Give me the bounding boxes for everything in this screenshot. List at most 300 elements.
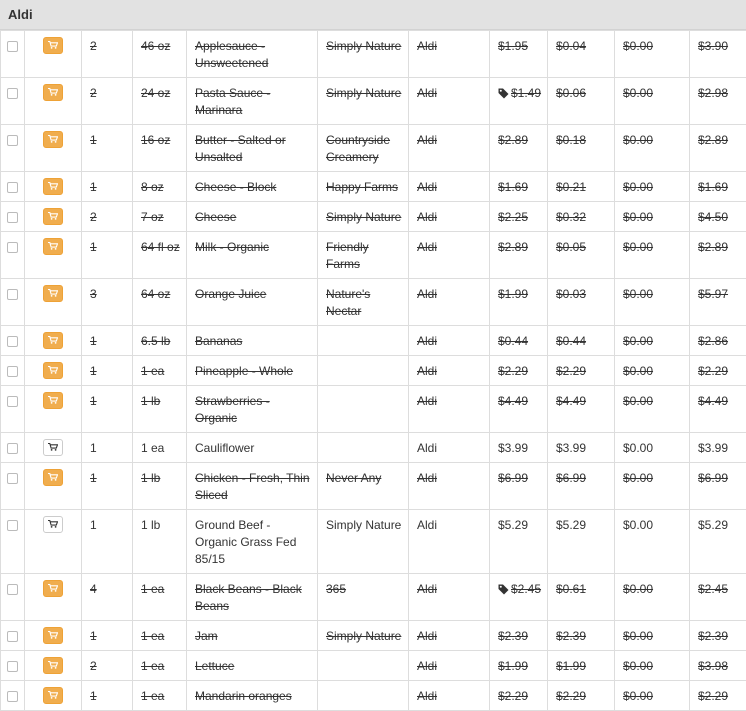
item-size: 1 ea	[141, 629, 164, 643]
item-qty: 2	[90, 210, 97, 224]
row-checkbox-cell	[1, 433, 25, 463]
item-price: $2.29	[498, 364, 528, 378]
cell-qty	[82, 279, 133, 326]
cart-cell	[25, 279, 82, 326]
cart-toggle-button[interactable]	[43, 657, 63, 674]
row-checkbox[interactable]	[7, 135, 18, 146]
item-unit: $0.06	[556, 86, 586, 100]
cell-discount	[615, 621, 690, 651]
cart-cell	[25, 202, 82, 232]
item-unit: $2.29	[556, 689, 586, 703]
item-qty: 1	[90, 471, 97, 485]
item-brand: Friendly Farms	[326, 240, 369, 271]
row-checkbox[interactable]	[7, 182, 18, 193]
item-unit: $1.99	[556, 659, 586, 673]
cell-brand	[318, 125, 409, 172]
item-qty: 1	[90, 334, 97, 348]
item-price: $3.99	[498, 441, 528, 455]
item-store: Aldi	[417, 582, 437, 596]
item-discount: $0.00	[623, 518, 653, 532]
item-total: $3.98	[698, 659, 728, 673]
table-row[interactable]	[1, 232, 746, 279]
cart-cell	[25, 386, 82, 433]
cell-total	[690, 172, 746, 202]
table-row[interactable]	[1, 681, 746, 711]
row-checkbox[interactable]	[7, 691, 18, 702]
row-checkbox[interactable]	[7, 443, 18, 454]
cell-total	[690, 326, 746, 356]
item-unit: $6.99	[556, 471, 586, 485]
cell-total	[690, 621, 746, 651]
cell-unit	[548, 31, 615, 78]
table-row[interactable]	[1, 326, 746, 356]
cell-unit	[548, 510, 615, 574]
shopping-cart-icon	[44, 661, 62, 669]
cell-brand	[318, 433, 409, 463]
cell-price	[490, 31, 548, 78]
cell-total	[690, 574, 746, 621]
item-qty: 1	[90, 364, 97, 378]
table-row[interactable]	[1, 202, 746, 232]
cell-unit	[548, 574, 615, 621]
cart-toggle-button[interactable]	[43, 580, 63, 597]
item-name: Chicken - Fresh, Thin Sliced	[195, 471, 310, 502]
cell-store	[409, 326, 490, 356]
cell-name	[187, 125, 318, 172]
item-total: $4.50	[698, 210, 728, 224]
cell-qty	[82, 356, 133, 386]
row-checkbox[interactable]	[7, 631, 18, 642]
row-checkbox-cell	[1, 356, 25, 386]
item-total: $2.89	[698, 240, 728, 254]
cart-toggle-button[interactable]	[43, 238, 63, 255]
cart-cell	[25, 463, 82, 510]
cell-qty	[82, 681, 133, 711]
item-price: $1.99	[498, 659, 528, 673]
cell-size	[133, 279, 187, 326]
row-checkbox[interactable]	[7, 41, 18, 52]
cell-total	[690, 232, 746, 279]
item-name: Black Beans - Black Beans	[195, 582, 302, 613]
row-checkbox-cell	[1, 574, 25, 621]
row-checkbox[interactable]	[7, 473, 18, 484]
cart-toggle-button[interactable]	[43, 208, 63, 225]
cell-qty	[82, 510, 133, 574]
cell-name	[187, 510, 318, 574]
item-discount: $0.00	[623, 471, 653, 485]
cell-store	[409, 202, 490, 232]
item-price: $2.45	[511, 582, 541, 596]
item-unit: $3.99	[556, 441, 586, 455]
row-checkbox-cell	[1, 202, 25, 232]
item-qty: 2	[90, 86, 97, 100]
cart-cell	[25, 574, 82, 621]
row-checkbox-cell	[1, 279, 25, 326]
item-size: 6.5 lb	[141, 334, 170, 348]
cart-toggle-button[interactable]	[43, 687, 63, 704]
row-checkbox[interactable]	[7, 242, 18, 253]
cell-store	[409, 279, 490, 326]
item-price: $1.99	[498, 287, 528, 301]
item-size: 1 ea	[141, 659, 164, 673]
item-store: Aldi	[417, 629, 437, 643]
item-store: Aldi	[417, 518, 437, 532]
cell-store	[409, 31, 490, 78]
item-store: Aldi	[417, 659, 437, 673]
cell-name	[187, 202, 318, 232]
item-discount: $0.00	[623, 180, 653, 194]
cart-toggle-button[interactable]	[43, 469, 63, 486]
cart-toggle-button[interactable]	[43, 362, 63, 379]
cell-unit	[548, 386, 615, 433]
cell-name	[187, 356, 318, 386]
row-checkbox-cell	[1, 681, 25, 711]
item-store: Aldi	[417, 441, 437, 455]
cart-toggle-button[interactable]	[43, 37, 63, 54]
cart-cell	[25, 356, 82, 386]
table-row[interactable]	[1, 125, 746, 172]
cart-cell	[25, 172, 82, 202]
row-checkbox-cell	[1, 621, 25, 651]
item-unit: $0.61	[556, 582, 586, 596]
item-total: $5.29	[698, 518, 728, 532]
item-discount: $0.00	[623, 394, 653, 408]
item-qty: 4	[90, 582, 97, 596]
cell-unit	[548, 279, 615, 326]
item-size: 64 oz	[141, 287, 170, 301]
cell-name	[187, 574, 318, 621]
item-discount: $0.00	[623, 240, 653, 254]
item-price: $5.29	[498, 518, 528, 532]
cell-brand	[318, 326, 409, 356]
table-row[interactable]	[1, 574, 746, 621]
cell-size	[133, 433, 187, 463]
cart-toggle-button[interactable]	[43, 516, 63, 533]
item-name: Ground Beef - Organic Grass Fed 85/15	[195, 518, 296, 566]
item-qty: 3	[90, 287, 97, 301]
cell-discount	[615, 31, 690, 78]
sale-tag-icon	[498, 85, 509, 99]
item-brand: Simply Nature	[326, 39, 401, 53]
cell-discount	[615, 651, 690, 681]
cell-total	[690, 510, 746, 574]
shopping-cart-icon	[44, 182, 62, 190]
item-store: Aldi	[417, 394, 437, 408]
table-row[interactable]	[1, 651, 746, 681]
cell-brand	[318, 681, 409, 711]
cell-total	[690, 681, 746, 711]
cell-unit	[548, 326, 615, 356]
cell-brand	[318, 651, 409, 681]
shopping-cart-icon	[44, 396, 62, 404]
cell-price	[490, 621, 548, 651]
item-discount: $0.00	[623, 287, 653, 301]
item-store: Aldi	[417, 471, 437, 485]
cell-unit	[548, 681, 615, 711]
item-brand: 365	[326, 582, 346, 596]
item-price: $1.69	[498, 180, 528, 194]
item-total: $2.29	[698, 689, 728, 703]
cell-qty	[82, 326, 133, 356]
cell-qty	[82, 621, 133, 651]
row-checkbox[interactable]	[7, 396, 18, 407]
item-price: $2.39	[498, 629, 528, 643]
cell-size	[133, 681, 187, 711]
item-name: Strawberries - Organic	[195, 394, 270, 425]
cart-toggle-button[interactable]	[43, 332, 63, 349]
item-brand: Simply Nature	[326, 86, 401, 100]
cell-size	[133, 356, 187, 386]
cart-toggle-button[interactable]	[43, 285, 63, 302]
shopping-cart-icon	[44, 289, 62, 297]
item-store: Aldi	[417, 689, 437, 703]
table-row[interactable]	[1, 463, 746, 510]
item-price: $2.29	[498, 689, 528, 703]
cart-cell	[25, 681, 82, 711]
cell-price	[490, 510, 548, 574]
item-qty: 1	[90, 441, 97, 455]
cart-toggle-button[interactable]	[43, 178, 63, 195]
row-checkbox[interactable]	[7, 520, 18, 531]
item-name: Bananas	[195, 334, 242, 348]
item-qty: 2	[90, 659, 97, 673]
item-total: $3.90	[698, 39, 728, 53]
table-row[interactable]	[1, 172, 746, 202]
item-size: 1 ea	[141, 689, 164, 703]
cell-name	[187, 651, 318, 681]
item-price: $0.44	[498, 334, 528, 348]
cell-name	[187, 232, 318, 279]
row-checkbox-cell	[1, 172, 25, 202]
item-discount: $0.00	[623, 659, 653, 673]
item-store: Aldi	[417, 86, 437, 100]
cell-price	[490, 463, 548, 510]
cart-toggle-button[interactable]	[43, 131, 63, 148]
item-brand: Countryside Creamery	[326, 133, 390, 164]
item-size: 24 oz	[141, 86, 170, 100]
row-checkbox[interactable]	[7, 289, 18, 300]
cart-cell	[25, 78, 82, 125]
cell-price	[490, 386, 548, 433]
item-price: $2.25	[498, 210, 528, 224]
cart-cell	[25, 125, 82, 172]
row-checkbox-cell	[1, 232, 25, 279]
item-size: 1 ea	[141, 441, 164, 455]
shopping-cart-icon	[44, 520, 62, 528]
item-qty: 1	[90, 180, 97, 194]
cell-store	[409, 356, 490, 386]
item-discount: $0.00	[623, 364, 653, 378]
table-row[interactable]	[1, 433, 746, 463]
cart-cell	[25, 510, 82, 574]
item-name: Cheese - Block	[195, 180, 276, 194]
row-checkbox[interactable]	[7, 336, 18, 347]
cell-brand	[318, 202, 409, 232]
item-name: Jam	[195, 629, 218, 643]
cell-store	[409, 463, 490, 510]
item-discount: $0.00	[623, 689, 653, 703]
cell-store	[409, 651, 490, 681]
item-brand: Simply Nature	[326, 518, 401, 532]
item-price: $2.89	[498, 240, 528, 254]
item-size: 1 ea	[141, 582, 164, 596]
item-unit: $0.32	[556, 210, 586, 224]
cart-cell	[25, 651, 82, 681]
cell-discount	[615, 172, 690, 202]
cell-qty	[82, 78, 133, 125]
cart-toggle-button[interactable]	[43, 392, 63, 409]
cell-discount	[615, 78, 690, 125]
cell-price	[490, 651, 548, 681]
cell-store	[409, 172, 490, 202]
cell-size	[133, 78, 187, 125]
cell-discount	[615, 279, 690, 326]
shopping-cart-icon	[44, 584, 62, 592]
cell-total	[690, 279, 746, 326]
cell-price	[490, 681, 548, 711]
cell-name	[187, 172, 318, 202]
row-checkbox-cell	[1, 510, 25, 574]
item-price: $4.49	[498, 394, 528, 408]
cell-price	[490, 326, 548, 356]
item-size: 16 oz	[141, 133, 170, 147]
cell-brand	[318, 386, 409, 433]
item-discount: $0.00	[623, 334, 653, 348]
item-unit: $0.03	[556, 287, 586, 301]
cell-qty	[82, 386, 133, 433]
item-unit: $0.44	[556, 334, 586, 348]
cell-size	[133, 31, 187, 78]
shopping-cart-icon	[44, 212, 62, 220]
cell-discount	[615, 232, 690, 279]
item-brand: Happy Farms	[326, 180, 398, 194]
cell-brand	[318, 78, 409, 125]
cell-discount	[615, 356, 690, 386]
row-checkbox[interactable]	[7, 212, 18, 223]
item-total: $4.49	[698, 394, 728, 408]
cell-unit	[548, 232, 615, 279]
cell-price	[490, 433, 548, 463]
item-discount: $0.00	[623, 441, 653, 455]
item-name: Pineapple - Whole	[195, 364, 293, 378]
cell-unit	[548, 78, 615, 125]
table-row[interactable]	[1, 31, 746, 78]
cell-size	[133, 125, 187, 172]
item-size: 1 lb	[141, 394, 160, 408]
cell-qty	[82, 574, 133, 621]
cell-size	[133, 386, 187, 433]
item-discount: $0.00	[623, 133, 653, 147]
item-discount: $0.00	[623, 39, 653, 53]
cell-total	[690, 125, 746, 172]
item-total: $5.97	[698, 287, 728, 301]
cell-qty	[82, 232, 133, 279]
item-brand: Simply Nature	[326, 210, 401, 224]
table-row[interactable]	[1, 279, 746, 326]
table-row[interactable]	[1, 78, 746, 125]
cell-name	[187, 463, 318, 510]
item-store: Aldi	[417, 240, 437, 254]
item-store: Aldi	[417, 334, 437, 348]
cell-price	[490, 78, 548, 125]
cell-size	[133, 172, 187, 202]
item-total: $3.99	[698, 441, 728, 455]
row-checkbox[interactable]	[7, 661, 18, 672]
row-checkbox[interactable]	[7, 88, 18, 99]
cell-qty	[82, 125, 133, 172]
row-checkbox[interactable]	[7, 366, 18, 377]
row-checkbox-cell	[1, 78, 25, 125]
table-row[interactable]	[1, 386, 746, 433]
cell-price	[490, 232, 548, 279]
row-checkbox-cell	[1, 125, 25, 172]
item-name: Orange Juice	[195, 287, 266, 301]
cell-price	[490, 125, 548, 172]
cell-size	[133, 326, 187, 356]
item-store: Aldi	[417, 133, 437, 147]
cell-unit	[548, 356, 615, 386]
cell-qty	[82, 31, 133, 78]
cell-size	[133, 621, 187, 651]
table-row[interactable]	[1, 621, 746, 651]
shopping-cart-icon	[44, 336, 62, 344]
cart-toggle-button[interactable]	[43, 439, 63, 456]
row-checkbox[interactable]	[7, 584, 18, 595]
cell-price	[490, 574, 548, 621]
cell-qty	[82, 463, 133, 510]
cell-price	[490, 172, 548, 202]
item-discount: $0.00	[623, 210, 653, 224]
cell-discount	[615, 433, 690, 463]
cart-toggle-button[interactable]	[43, 84, 63, 101]
cell-size	[133, 463, 187, 510]
item-brand: Simply Nature	[326, 629, 401, 643]
cell-name	[187, 326, 318, 356]
cell-price	[490, 279, 548, 326]
cell-brand	[318, 172, 409, 202]
store-title: Aldi	[8, 7, 33, 22]
sale-tag-icon	[498, 581, 509, 595]
item-name: Cheese	[195, 210, 236, 224]
cell-unit	[548, 463, 615, 510]
shopping-cart-icon	[44, 242, 62, 250]
item-total: $6.99	[698, 471, 728, 485]
cell-total	[690, 463, 746, 510]
item-discount: $0.00	[623, 629, 653, 643]
item-size: 1 ea	[141, 364, 164, 378]
table-row[interactable]	[1, 510, 746, 574]
item-size: 7 oz	[141, 210, 164, 224]
item-brand: Nature's Nectar	[326, 287, 370, 318]
cart-toggle-button[interactable]	[43, 627, 63, 644]
item-name: Milk - Organic	[195, 240, 269, 254]
cell-name	[187, 621, 318, 651]
item-total: $1.69	[698, 180, 728, 194]
table-row[interactable]	[1, 356, 746, 386]
item-qty: 1	[90, 518, 97, 532]
cell-total	[690, 31, 746, 78]
shopping-list-table	[0, 30, 746, 711]
item-total: $2.45	[698, 582, 728, 596]
item-discount: $0.00	[623, 582, 653, 596]
item-size: 1 lb	[141, 518, 160, 532]
item-price: $2.89	[498, 133, 528, 147]
item-store: Aldi	[417, 364, 437, 378]
item-price: $1.95	[498, 39, 528, 53]
cart-cell	[25, 31, 82, 78]
cell-discount	[615, 125, 690, 172]
cell-discount	[615, 510, 690, 574]
